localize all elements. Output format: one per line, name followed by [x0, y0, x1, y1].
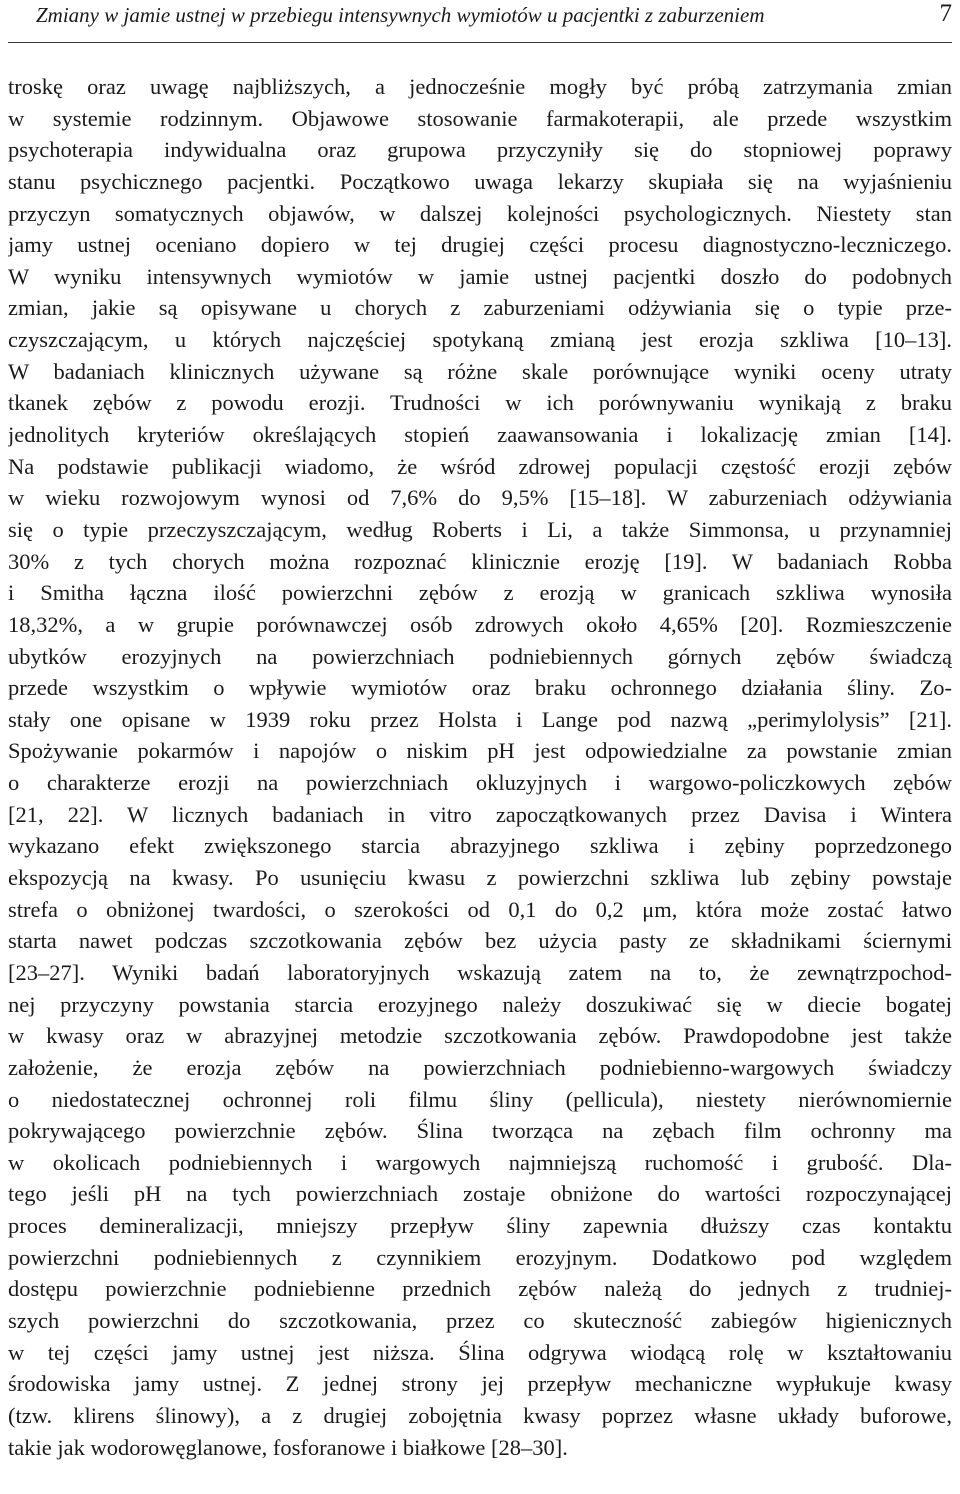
text-line: stanu psychicznego pacjentki. Początkowo uwaga lekarzy skupiała się na wyjaśnieniu — [8, 168, 952, 194]
text-line: szych powierzchni do szczotkowania, przez co skuteczność zabiegów higienicznych — [8, 1307, 952, 1333]
text-line: starta nawet podczas szczotkowania zębów bez użycia pasty ze składnikami ściernymi — [8, 928, 952, 954]
text-line: [23–27]. Wyniki badań laboratoryjnych wskazują zatem na to, że zewnątrzpochod- — [8, 959, 952, 985]
text-line: w wieku rozwojowym wynosi od 7,6% do 9,5% [15–18]. W zaburzeniach odżywiania — [8, 485, 952, 511]
text-line: [21, 22]. W licznych badaniach in vitro zapoczątkowanych przez Davisa i Wintera — [8, 801, 952, 827]
text-line: w tej części jamy ustnej jest niższa. Ślina odgrywa wiodącą rolę w kształtowaniu — [8, 1339, 952, 1365]
body-paragraph — [8, 71, 952, 1463]
running-title: Zmiany w jamie ustnej w przebiegu intensywnych wymiotów u pacjentki z zaburzeniem — [36, 3, 765, 27]
text-line: ekspozycją na kwasy. Po usunięciu kwasu z powierzchni szkliwa lub zębiny powstaje — [8, 865, 952, 891]
text-line: strefa o obniżonej twardości, o szerokości od 0,1 do 0,2 μm, która może zostać łatwo — [8, 896, 952, 922]
text-line: takie jak wodorowęglanowe, fosforanowe i białkowe [28–30]. — [8, 1434, 568, 1460]
text-line: proces demineralizacji, mniejszy przepływ śliny zapewnia dłuższy czas kontaktu — [8, 1213, 952, 1239]
text-line: wykazano efekt zwiększonego starcia abrazyjnego szkliwa i zębiny poprzedzonego — [8, 833, 952, 859]
text-line: tego jeśli pH na tych powierzchniach zostaje obniżone do wartości rozpoczynającej — [8, 1181, 952, 1207]
text-line: W badaniach klinicznych używane są różne skale porównujące wyniki oceny utraty — [8, 358, 952, 384]
text-line: założenie, że erozja zębów na powierzchniach podniebienno-wargowych świadczy — [8, 1054, 952, 1080]
text-line: zmian, jakie są opisywane u chorych z zaburzeniami odżywiania się o typie prze- — [8, 295, 952, 321]
text-line: czyszczającym, u których najczęściej spotykaną zmianą jest erozja szkliwa [10–13]. — [8, 327, 952, 353]
text-line: powierzchni podniebiennych z czynnikiem erozyjnym. Dodatkowo pod względem — [8, 1244, 952, 1270]
text-line: przede wszystkim o wpływie wymiotów oraz braku ochronnego działania śliny. Zo- — [8, 675, 952, 701]
running-header — [8, 0, 952, 43]
text-line: 18,32%, a w grupie porównawczej osób zdrowych około 4,65% [20]. Rozmieszczenie — [8, 611, 952, 637]
text-line: w okolicach podniebiennych i wargowych najmniejszą ruchomość i grubość. Dla- — [8, 1149, 952, 1175]
text-line: pokrywającego powierzchnie zębów. Ślina tworząca na zębach film ochronny ma — [8, 1118, 952, 1144]
text-line: o charakterze erozji na powierzchniach okluzyjnych i wargowo-policzkowych zębów — [8, 770, 952, 796]
text-line: w kwasy oraz w abrazyjnej metodzie szczotkowania zębów. Prawdopodobne jest także — [8, 1023, 952, 1049]
text-line: tkanek zębów z powodu erozji. Trudności w ich porównywaniu wynikają z braku — [8, 390, 952, 416]
text-line: 30% z tych chorych można rozpoznać klinicznie erozję [19]. W badaniach Robba — [8, 548, 952, 574]
text-line: psychoterapia indywidualna oraz grupowa przyczyniły się do stopniowej poprawy — [8, 137, 952, 163]
text-line: o niedostatecznej ochronnej roli filmu śliny (pellicula), niestety nierównomiernie — [8, 1086, 952, 1112]
text-line: i Smitha łączna ilość powierzchni zębów z erozją w granicach szkliwa wynosiła — [8, 580, 952, 606]
text-line: środowiska jamy ustnej. Z jednej strony jej przepływ mechaniczne wypłukuje kwasy — [8, 1371, 952, 1397]
text-line: troskę oraz uwagę najbliższych, a jednocześnie mogły być próbą zatrzymania zmian — [8, 74, 952, 99]
page-number: 7 — [939, 0, 952, 27]
text-line: w systemie rodzinnym. Objawowe stosowanie farmakoterapii, ale przede wszystkim — [8, 105, 952, 131]
text-line: W wyniku intensywnych wymiotów w jamie ustnej pacjentki doszło do podobnych — [8, 263, 952, 289]
text-line: Spożywanie pokarmów i napojów o niskim pH jest odpowiedzialne za powstanie zmian — [8, 738, 952, 764]
text-line: Na podstawie publikacji wiadomo, że wśród zdrowej populacji częstość erozji zębów — [8, 453, 952, 479]
text-line: dostępu powierzchnie podniebienne przednich zębów należą do jednych z trudniej- — [8, 1276, 952, 1302]
text-line: ubytków erozyjnych na powierzchniach podniebiennych górnych zębów świadczą — [8, 643, 952, 669]
text-line: przyczyn somatycznych objawów, w dalszej kolejności psychologicznych. Niestety stan — [8, 200, 952, 226]
text-line: jednolitych kryteriów określających stopień zaawansowania i lokalizację zmian [14]. — [8, 422, 952, 448]
text-line: się o typie przeczyszczającym, według Roberts i Li, a także Simmonsa, u przynamniej — [8, 516, 952, 542]
text-line: nej przyczyny powstania starcia erozyjnego należy doszukiwać się w diecie bogatej — [8, 991, 952, 1017]
text-line: stały one opisane w 1939 roku przez Holsta i Lange pod nazwą „perimylolysis” [21]. — [8, 706, 952, 732]
text-line: jamy ustnej oceniano dopiero w tej drugiej części procesu diagnostyczno-leczniczego. — [8, 232, 952, 258]
text-line: (tzw. klirens ślinowy), a z drugiej zobojętnia kwasy poprzez własne układy buforowe, — [8, 1402, 952, 1428]
